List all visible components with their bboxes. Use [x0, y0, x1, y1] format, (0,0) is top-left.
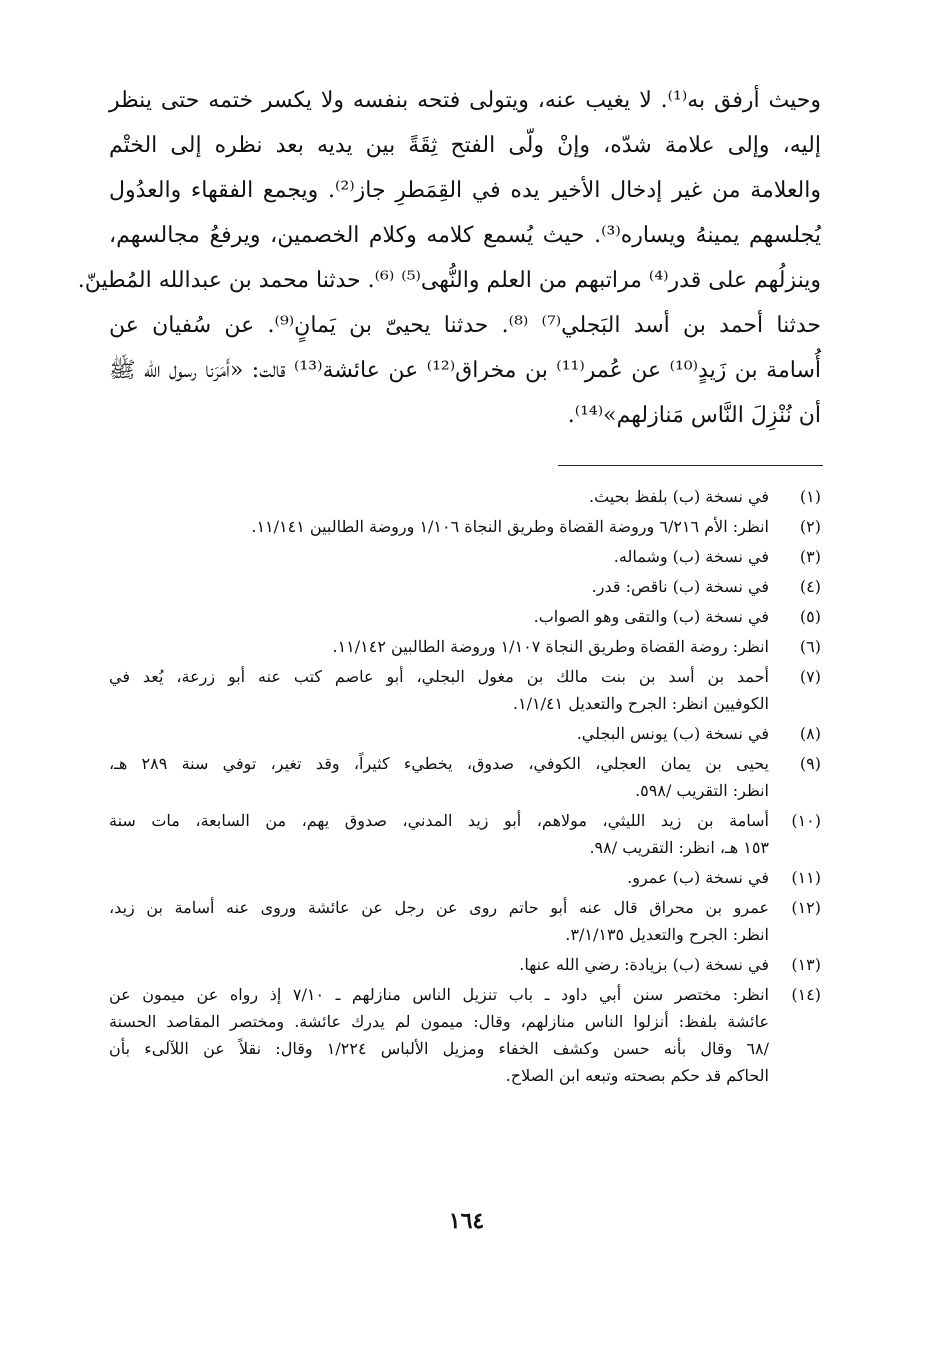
footnote-body: [109, 720, 769, 747]
footnote-line: يحيى بن يمان العجلي، الكوفي، صدوق، يخطيء كثيراً، وقد تغير، توفي سنة ٢٨٩ هـ،: [109, 754, 770, 773]
footnote-number: (١١): [791, 868, 821, 887]
footnote-number: (٦): [799, 637, 821, 656]
footnote: [109, 720, 821, 747]
footnote-line: في نسخة (ب) والتقى وهو الصواب.: [533, 607, 769, 626]
footnote-line: في نسخة (ب) ناقص: قدر.: [591, 577, 769, 596]
footnote-line: في نسخة (ب) وشماله.: [613, 547, 769, 566]
footnote-line: الحاكم قد حكم بصحته وتبعه ابن الصلاح.: [505, 1066, 769, 1085]
main-text-line: وحيث أرفق به⁽¹⁾. لا يغيب عنه، ويتولى فتحه بنفسه ولا يكسر ختمه حتى ينظر: [109, 88, 821, 113]
footnote: [109, 603, 821, 630]
main-text-block: [77, 78, 821, 438]
main-text-line: يُجلسهم يمينهُ ويساره⁽³⁾. حيث يُسمع كلامه وكلام الخصمين، ويرفعُ مجالسهم،: [109, 223, 821, 248]
footnote: [109, 663, 821, 717]
footnote-body: [109, 864, 769, 891]
footnote: [109, 573, 821, 600]
footnote-line: عمرو بن محراق قال عنه أبو حاتم روى عن رجل عن عائشة وروى عنه أسامة بن زيد،: [109, 898, 769, 917]
footnote: [109, 513, 821, 540]
footnote: [109, 951, 821, 978]
footnote-line: انظر: الجرح والتعديل ٣/١/١٣٥.: [565, 925, 769, 944]
footnote-line: عائشة بلفظ: أنزلوا الناس منازلهم، وقال: ميمون لم يدرك عائشة. ومختصر المقاصد الحسنة: [109, 1012, 769, 1031]
footnote-line: في نسخة (ب) بزيادة: رضي الله عنها.: [519, 955, 769, 974]
footnote-number: (١٠): [791, 811, 821, 830]
page-number: ١٦٤: [448, 1208, 485, 1234]
footnote: [109, 483, 821, 510]
main-text-line: أن نُنْزِلَ النَّاس مَنازلهم»⁽¹⁴⁾.: [567, 403, 821, 428]
footnote-body: [109, 951, 769, 978]
main-text-line: أُسامة بن زَيدٍ⁽¹⁰⁾ عن عُمر⁽¹¹⁾ بن مخراق⁽¹²⁾ عن عائشة⁽¹³⁾ قالت: «أَمَرَنا رسول الله ﷺ: [109, 358, 821, 383]
footnote-body: [109, 483, 769, 510]
footnote-number: (٩): [799, 754, 821, 773]
footnote-line: انظر: الأم ٦/٢١٦ وروضة القضاة وطريق النجاة ١/١٠٦ وروضة الطالبين ١١/١٤١.: [251, 517, 769, 536]
main-text-line: وينزلُهم على قدر⁽⁴⁾ مراتبهم من العلم والنُّهى⁽⁵⁾ ⁽⁶⁾. حدثنا محمد بن عبدالله المُطينّ.: [77, 268, 821, 293]
footnote-number: (٤): [799, 577, 821, 596]
footnote-line: ١٥٣ هـ، انظر: التقريب /٩٨.: [589, 838, 769, 857]
footnote-separator: [558, 465, 823, 466]
footnote-line: أسامة بن زيد الليثي، مولاهم، أبو زيد المدني، صدوق يهم، من السابعة، مات سنة: [109, 811, 769, 830]
footnote-line: انظر: روضة القضاة وطريق النجاة ١/١٠٧ وروضة الطالبين ١١/١٤٢.: [332, 637, 769, 656]
footnote: [109, 543, 821, 570]
footnote-body: [109, 663, 769, 717]
footnote-number: (١٣): [791, 955, 821, 974]
footnotes-block: [109, 483, 821, 1092]
footnote: [109, 981, 821, 1089]
footnote-number: (٢): [799, 517, 821, 536]
footnote-line: أحمد بن أسد بن بنت مالك بن مغول البجلي، أبو عاصم كتب عنه أبو زرعة، يُعد في: [109, 667, 769, 686]
footnote-number: (١٢): [791, 898, 821, 917]
footnote-body: [109, 807, 769, 861]
footnote-body: [109, 894, 769, 948]
footnote-body: [109, 573, 769, 600]
footnote-body: [109, 603, 769, 630]
footnote-line: في نسخة (ب) يونس البجلي.: [576, 724, 769, 743]
footnote-number: (٧): [799, 667, 821, 686]
footnote-line: الكوفيين انظر: الجرح والتعديل ١/١/٤١.: [512, 694, 769, 713]
footnote-body: [109, 633, 769, 660]
footnote-line: /٦٨ وقال بأنه حسن وكشف الخفاء ومزيل الألباس ١/٢٢٤ وقال: نقلاً عن اللآلىء بأن: [109, 1039, 769, 1058]
footnote-number: (١): [799, 487, 821, 506]
footnote-body: [109, 750, 769, 804]
footnote-body: [109, 981, 769, 1089]
main-text-line: حدثنا أحمد بن أسد البَجلي⁽⁷⁾ ⁽⁸⁾. حدثنا يحيىّ بن يَمانٍ⁽⁹⁾. عن سُفيان عن: [109, 313, 821, 338]
footnote-body: [109, 543, 769, 570]
footnote-number: (٣): [799, 547, 821, 566]
footnote: [109, 633, 821, 660]
footnote-line: في نسخة (ب) عمرو.: [627, 868, 769, 887]
footnote-number: (٨): [799, 724, 821, 743]
footnote-number: (١٤): [791, 985, 821, 1004]
footnote: [109, 750, 821, 804]
footnote: [109, 807, 821, 861]
main-text-line: إليه، وإلى علامة شدّه، وإنْ ولّى الفتح ثِقَةً بين يديه بعد نظره إلى الختْم: [109, 133, 821, 158]
footnote: [109, 864, 821, 891]
footnote-body: [109, 513, 769, 540]
footnote-line: انظر: التقريب /٥٩٨.: [635, 781, 769, 800]
main-text-line: والعلامة من غير إدخال الأخير يده في القِمَطرِ جاز⁽²⁾. ويجمع الفقهاء والعدُول: [109, 178, 821, 203]
footnote-line: انظر: مختصر سنن أبي داود ـ باب تنزيل الناس منازلهم ـ ٧/١٠ إذ رواه عن ميمون عن: [109, 985, 769, 1004]
footnote-number: (٥): [799, 607, 821, 626]
footnote-line: في نسخة (ب) بلفظ بحيث.: [589, 487, 769, 506]
footnote: [109, 894, 821, 948]
